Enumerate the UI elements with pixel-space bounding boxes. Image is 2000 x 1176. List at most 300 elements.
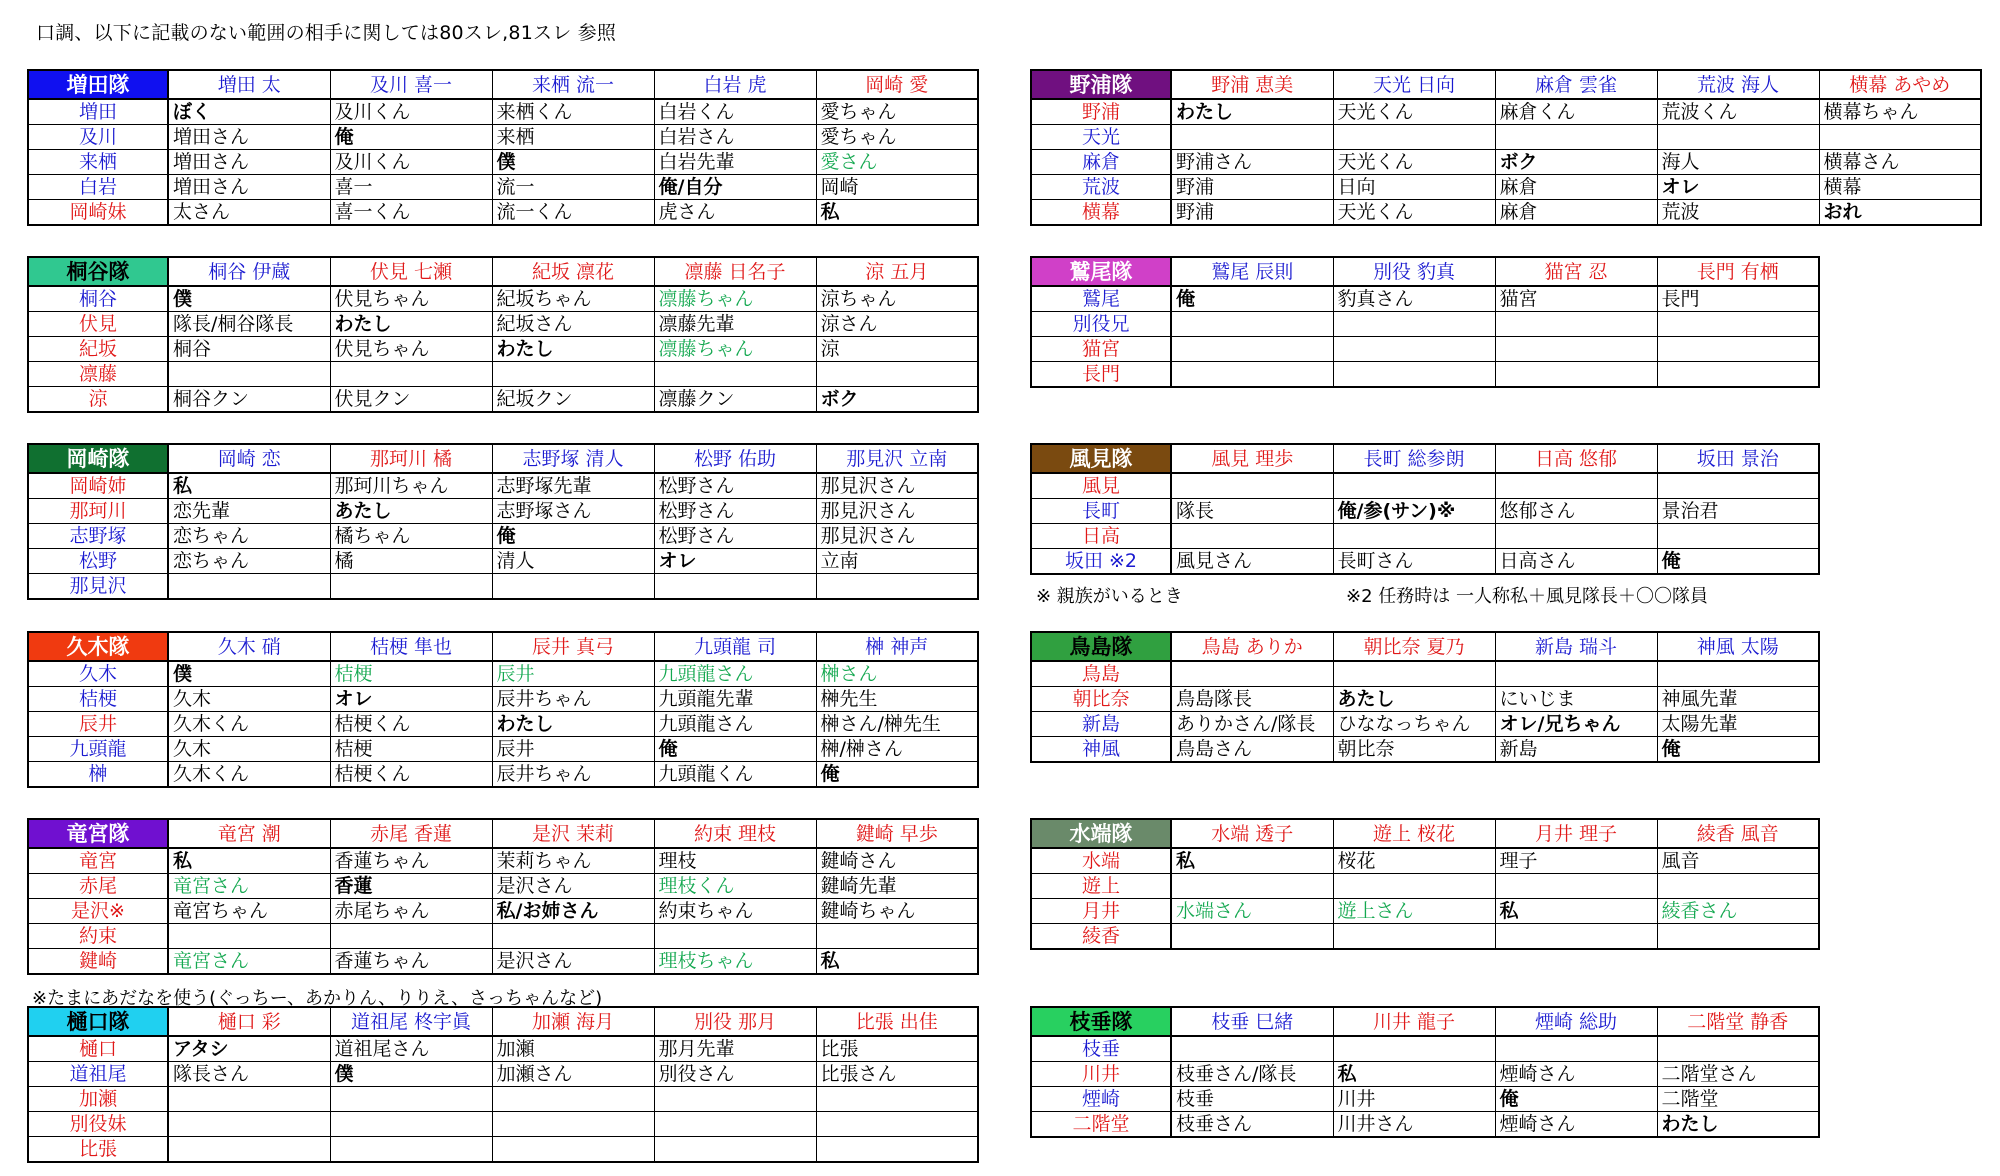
address-term-cell <box>168 574 330 600</box>
address-term-cell: 涼さん <box>816 312 978 337</box>
address-term-cell: 綾香さん <box>1657 899 1819 924</box>
address-term-cell: 増田さん <box>168 150 330 175</box>
address-term-cell: 悠郁さん <box>1495 499 1657 524</box>
address-term-cell: 俺 <box>330 125 492 150</box>
address-term-cell: 日向 <box>1333 175 1495 200</box>
speaker-name: 桔梗 <box>28 687 168 712</box>
team-name: 風見隊 <box>1031 444 1171 473</box>
address-term-cell <box>816 924 978 949</box>
address-term-cell: 僕 <box>492 150 654 175</box>
team-table-noura <box>1030 69 1982 226</box>
address-term-cell: オレ/兄ちゃん <box>1495 712 1657 737</box>
address-term-cell: 横幕ちゃん <box>1819 99 1981 125</box>
speaker-name: 那珂川 <box>28 499 168 524</box>
member-column-header: 是沢 茉莉 <box>492 819 654 848</box>
address-term-cell <box>1657 924 1819 950</box>
address-term-cell: 僕 <box>330 1062 492 1087</box>
member-column-header: 比張 出佳 <box>816 1007 978 1036</box>
member-column-header: 那珂川 橘 <box>330 444 492 473</box>
team-name: 野浦隊 <box>1031 70 1171 99</box>
address-term-cell <box>654 924 816 949</box>
speaker-name: 二階堂 <box>1031 1112 1171 1138</box>
table-row <box>28 549 978 574</box>
member-column-header: 野浦 恵美 <box>1171 70 1333 99</box>
member-column-header: 月井 理子 <box>1495 819 1657 848</box>
speaker-name: 加瀬 <box>28 1087 168 1112</box>
address-term-cell: 新島 <box>1495 737 1657 763</box>
address-term-cell <box>492 574 654 600</box>
team-table-masuda <box>27 69 979 226</box>
member-column-header: 増田 太 <box>168 70 330 99</box>
address-term-cell: 岡崎 <box>816 175 978 200</box>
member-column-header: 久木 硝 <box>168 632 330 661</box>
address-term-cell: 久木 <box>168 737 330 762</box>
table-row <box>28 150 978 175</box>
address-term-cell: オレ <box>1657 175 1819 200</box>
address-term-cell: 茉莉ちゃん <box>492 848 654 874</box>
address-term-cell: 辰井ちゃん <box>492 762 654 788</box>
address-term-cell <box>1171 924 1333 950</box>
address-term-cell: 那珂川ちゃん <box>330 473 492 499</box>
member-column-header: 涼 五月 <box>816 257 978 286</box>
address-term-cell <box>330 1112 492 1137</box>
address-term-cell: 私 <box>1495 899 1657 924</box>
address-term-cell: 野浦 <box>1171 200 1333 226</box>
address-term-cell: 横幕 <box>1819 175 1981 200</box>
address-term-cell <box>1333 524 1495 549</box>
team-header-row <box>1031 70 1981 99</box>
address-term-cell <box>1333 362 1495 388</box>
member-column-header: 九頭龍 司 <box>654 632 816 661</box>
address-term-cell: 竜宮さん <box>168 949 330 975</box>
address-term-cell: 私 <box>168 848 330 874</box>
team-table-okazaki <box>27 443 979 600</box>
speaker-name: 那見沢 <box>28 574 168 600</box>
address-term-cell: 私 <box>816 949 978 975</box>
table-row <box>1031 1036 1819 1062</box>
address-term-cell <box>654 1087 816 1112</box>
table-row <box>28 200 978 226</box>
address-term-cell: 伏見クン <box>330 387 492 413</box>
table-row <box>1031 737 1819 763</box>
address-term-cell: 志野塚さん <box>492 499 654 524</box>
speaker-name: 綾香 <box>1031 924 1171 950</box>
address-term-cell: 恋ちゃん <box>168 524 330 549</box>
member-column-header: 岡崎 愛 <box>816 70 978 99</box>
address-term-cell: 俺/自分 <box>654 175 816 200</box>
tatsumiya-note-nicknames: ※たまにあだなを使う(ぐっちー、あかりん、りりえ、さっちゃんなど) <box>32 988 603 1009</box>
address-term-cell: 竜宮さん <box>168 874 330 899</box>
address-term-cell: 神風先輩 <box>1657 687 1819 712</box>
address-term-cell <box>816 1087 978 1112</box>
address-term-cell <box>816 574 978 600</box>
speaker-name: 別役兄 <box>1031 312 1171 337</box>
table-row <box>1031 473 1819 499</box>
address-term-cell: 増田さん <box>168 175 330 200</box>
table-row <box>28 387 978 413</box>
address-term-cell: 鍵崎ちゃん <box>816 899 978 924</box>
address-term-cell <box>1495 312 1657 337</box>
address-term-cell <box>1333 1036 1495 1062</box>
address-term-cell: 海人 <box>1657 150 1819 175</box>
kazami-note-mission: ※2 任務時は 一人称私＋風見隊長＋〇〇隊員 <box>1346 586 1708 607</box>
speaker-name: 桐谷 <box>28 286 168 312</box>
address-term-cell: 加瀬 <box>492 1036 654 1062</box>
address-term-cell <box>1333 661 1495 687</box>
table-row <box>28 661 978 687</box>
speaker-name: 涼 <box>28 387 168 413</box>
speaker-name: 枝垂 <box>1031 1036 1171 1062</box>
team-table-kazami <box>1030 443 1820 575</box>
address-term-cell: 来栖くん <box>492 99 654 125</box>
address-term-cell: 猫宮 <box>1495 286 1657 312</box>
address-term-cell: 理枝ちゃん <box>654 949 816 975</box>
address-term-cell: 風音 <box>1657 848 1819 874</box>
speaker-name: 月井 <box>1031 899 1171 924</box>
member-column-header: 赤尾 香蓮 <box>330 819 492 848</box>
team-name: 鳥島隊 <box>1031 632 1171 661</box>
member-column-header: 榊 神声 <box>816 632 978 661</box>
address-term-cell <box>330 924 492 949</box>
address-term-cell: 紀坂クン <box>492 387 654 413</box>
address-term-cell: 約束ちゃん <box>654 899 816 924</box>
address-term-cell: 鍵崎先輩 <box>816 874 978 899</box>
table-row <box>28 762 978 788</box>
address-term-cell: わたし <box>330 312 492 337</box>
table-row <box>1031 549 1819 575</box>
address-term-cell: 加瀬さん <box>492 1062 654 1087</box>
address-term-cell: 流一くん <box>492 200 654 226</box>
address-term-cell: おれ <box>1819 200 1981 226</box>
address-term-cell <box>1333 924 1495 950</box>
address-term-cell <box>654 362 816 387</box>
address-term-cell: ボク <box>816 387 978 413</box>
address-term-cell: 別役さん <box>654 1062 816 1087</box>
table-row <box>28 1137 978 1163</box>
member-column-header: 水端 透子 <box>1171 819 1333 848</box>
address-term-cell <box>1171 1036 1333 1062</box>
address-term-cell: 香蓮ちゃん <box>330 848 492 874</box>
member-column-header: 麻倉 雲雀 <box>1495 70 1657 99</box>
address-term-cell: 凛藤クン <box>654 387 816 413</box>
address-term-cell <box>1333 874 1495 899</box>
address-term-cell: 赤尾ちゃん <box>330 899 492 924</box>
address-term-cell <box>1657 473 1819 499</box>
address-term-cell: 私 <box>1171 848 1333 874</box>
address-term-cell: 来栖 <box>492 125 654 150</box>
member-column-header: 白岩 虎 <box>654 70 816 99</box>
speaker-name: 遊上 <box>1031 874 1171 899</box>
page-title: 口調、以下に記載のない範囲の相手に関しては80スレ,81スレ 参照 <box>36 22 617 44</box>
address-term-cell <box>1171 125 1333 150</box>
member-column-header: 枝垂 巳緒 <box>1171 1007 1333 1036</box>
address-term-cell <box>1495 473 1657 499</box>
speaker-name: 坂田 ※2 <box>1031 549 1171 575</box>
address-term-cell: 松野さん <box>654 473 816 499</box>
speaker-name: 鍵崎 <box>28 949 168 975</box>
address-term-cell: オレ <box>654 549 816 574</box>
address-term-cell: 煙崎さん <box>1495 1062 1657 1087</box>
team-table-edatare <box>1030 1006 1820 1138</box>
address-term-cell <box>1495 874 1657 899</box>
address-term-cell: 竜宮ちゃん <box>168 899 330 924</box>
address-term-cell: 松野さん <box>654 524 816 549</box>
speaker-name: 辰井 <box>28 712 168 737</box>
address-term-cell <box>1657 661 1819 687</box>
address-term-cell: 俺 <box>1657 737 1819 763</box>
member-column-header: 鷲尾 辰則 <box>1171 257 1333 286</box>
team-name: 久木隊 <box>28 632 168 661</box>
address-term-cell: 喜一 <box>330 175 492 200</box>
member-column-header: 加瀬 海月 <box>492 1007 654 1036</box>
address-term-cell: 風見さん <box>1171 549 1333 575</box>
address-term-cell: 凛藤先輩 <box>654 312 816 337</box>
address-term-cell: 愛さん <box>816 150 978 175</box>
table-row <box>28 1112 978 1137</box>
address-term-cell <box>1657 1036 1819 1062</box>
team-table-kiriya <box>27 256 979 413</box>
address-term-cell: 枝垂 <box>1171 1087 1333 1112</box>
speaker-name: 天光 <box>1031 125 1171 150</box>
speaker-name: 来栖 <box>28 150 168 175</box>
address-term-cell <box>1171 362 1333 388</box>
member-column-header: 約束 理枝 <box>654 819 816 848</box>
table-row <box>28 1087 978 1112</box>
speaker-name: 伏見 <box>28 312 168 337</box>
address-term-cell: 景治君 <box>1657 499 1819 524</box>
address-term-cell: 榊/榊さん <box>816 737 978 762</box>
address-term-cell: にいじま <box>1495 687 1657 712</box>
address-term-cell: 麻倉くん <box>1495 99 1657 125</box>
team-name: 樋口隊 <box>28 1007 168 1036</box>
address-term-cell: 紀坂さん <box>492 312 654 337</box>
table-row <box>1031 687 1819 712</box>
team-table-washio <box>1030 256 1820 388</box>
member-column-header: 及川 喜一 <box>330 70 492 99</box>
address-term-cell: 是沢さん <box>492 949 654 975</box>
member-column-header: 道祖尾 柊宇眞 <box>330 1007 492 1036</box>
address-term-cell <box>1333 312 1495 337</box>
address-term-cell: 桐谷クン <box>168 387 330 413</box>
address-term-cell <box>1333 337 1495 362</box>
address-term-cell <box>1333 125 1495 150</box>
speaker-name: 麻倉 <box>1031 150 1171 175</box>
address-term-cell: 榊さん <box>816 661 978 687</box>
table-row <box>1031 499 1819 524</box>
address-term-cell <box>492 1112 654 1137</box>
address-term-cell <box>168 924 330 949</box>
speaker-name: 風見 <box>1031 473 1171 499</box>
address-term-cell <box>330 574 492 600</box>
table-row <box>1031 337 1819 362</box>
speaker-name: 道祖尾 <box>28 1062 168 1087</box>
address-term-cell: 私 <box>816 200 978 226</box>
address-term-cell: 凛藤ちゃん <box>654 286 816 312</box>
address-term-cell <box>1495 362 1657 388</box>
address-term-cell: 長町さん <box>1333 549 1495 575</box>
address-term-cell: 那月先輩 <box>654 1036 816 1062</box>
address-term-cell: わたし <box>492 712 654 737</box>
address-term-cell: 川井さん <box>1333 1112 1495 1138</box>
address-term-cell: 涼ちゃん <box>816 286 978 312</box>
address-term-cell: 荒波くん <box>1657 99 1819 125</box>
address-term-cell <box>816 1112 978 1137</box>
team-table-mizuhata <box>1030 818 1820 950</box>
address-term-cell: 野浦さん <box>1171 150 1333 175</box>
address-term-cell: わたし <box>492 337 654 362</box>
team-header-row <box>28 257 978 286</box>
address-term-cell: オレ <box>330 687 492 712</box>
speaker-name: 久木 <box>28 661 168 687</box>
team-table-kuki <box>27 631 979 788</box>
address-term-cell: 日高さん <box>1495 549 1657 575</box>
speaker-name: 煙崎 <box>1031 1087 1171 1112</box>
address-term-cell <box>1657 337 1819 362</box>
address-term-cell: 久木くん <box>168 762 330 788</box>
table-row <box>1031 200 1981 226</box>
member-column-header: 煙崎 総助 <box>1495 1007 1657 1036</box>
address-term-cell: 太陽先輩 <box>1657 712 1819 737</box>
address-term-cell: 清人 <box>492 549 654 574</box>
speaker-name: 九頭龍 <box>28 737 168 762</box>
member-column-header: 日高 悠郁 <box>1495 444 1657 473</box>
team-header-row <box>1031 1007 1819 1036</box>
table-row <box>28 362 978 387</box>
team-header-row <box>28 632 978 661</box>
table-row <box>1031 175 1981 200</box>
team-header-row <box>1031 819 1819 848</box>
table-row <box>1031 286 1819 312</box>
speaker-name: 岡崎姉 <box>28 473 168 499</box>
table-row <box>1031 362 1819 388</box>
address-term-cell: 麻倉 <box>1495 200 1657 226</box>
address-term-cell <box>492 362 654 387</box>
address-term-cell: 松野さん <box>654 499 816 524</box>
member-column-header: 伏見 七瀬 <box>330 257 492 286</box>
address-term-cell: 流一 <box>492 175 654 200</box>
address-term-cell: わたし <box>1657 1112 1819 1138</box>
team-table-tatsumiya <box>27 818 979 975</box>
address-term-cell: 愛ちゃん <box>816 125 978 150</box>
address-term-cell: わたし <box>1171 99 1333 125</box>
address-term-cell: 那見沢さん <box>816 473 978 499</box>
team-header-row <box>28 444 978 473</box>
address-term-cell: 九頭龍さん <box>654 661 816 687</box>
member-column-header: 岡崎 恋 <box>168 444 330 473</box>
address-term-cell: 鳥島隊長 <box>1171 687 1333 712</box>
table-row <box>1031 125 1981 150</box>
address-term-cell: 伏見ちゃん <box>330 337 492 362</box>
member-column-header: 松野 佑助 <box>654 444 816 473</box>
address-term-cell: 桔梗 <box>330 661 492 687</box>
address-term-cell: 遊上さん <box>1333 899 1495 924</box>
team-name: 竜宮隊 <box>28 819 168 848</box>
address-term-cell: 紀坂ちゃん <box>492 286 654 312</box>
address-term-cell <box>330 1137 492 1163</box>
address-term-cell: 九頭龍くん <box>654 762 816 788</box>
address-term-cell: 麻倉 <box>1495 175 1657 200</box>
member-column-header: 坂田 景治 <box>1657 444 1819 473</box>
speaker-name: 鷲尾 <box>1031 286 1171 312</box>
address-term-cell <box>1657 874 1819 899</box>
address-term-cell: 香蓮ちゃん <box>330 949 492 975</box>
member-column-header: 長門 有栖 <box>1657 257 1819 286</box>
address-term-cell <box>1495 661 1657 687</box>
table-row <box>28 874 978 899</box>
member-column-header: 新島 瑞斗 <box>1495 632 1657 661</box>
address-term-cell <box>1171 661 1333 687</box>
member-column-header: 長町 総参朗 <box>1333 444 1495 473</box>
address-term-cell: 香蓮 <box>330 874 492 899</box>
speaker-name: 紀坂 <box>28 337 168 362</box>
address-term-cell <box>1333 473 1495 499</box>
address-term-cell: 桔梗くん <box>330 762 492 788</box>
address-term-cell: 榊先生 <box>816 687 978 712</box>
member-column-header: 竜宮 潮 <box>168 819 330 848</box>
address-term-cell: 俺 <box>1495 1087 1657 1112</box>
address-term-cell: 比張さん <box>816 1062 978 1087</box>
member-column-header: 桐谷 伊蔵 <box>168 257 330 286</box>
table-row <box>1031 661 1819 687</box>
address-term-cell: 隊長 <box>1171 499 1333 524</box>
address-term-cell: 豹真さん <box>1333 286 1495 312</box>
speaker-name: 野浦 <box>1031 99 1171 125</box>
address-term-cell: 僕 <box>168 286 330 312</box>
member-column-header: 川井 龍子 <box>1333 1007 1495 1036</box>
table-row <box>1031 924 1819 950</box>
team-header-row <box>1031 632 1819 661</box>
team-header-row <box>1031 257 1819 286</box>
address-term-cell: 辰井 <box>492 661 654 687</box>
address-term-cell: 愛ちゃん <box>816 99 978 125</box>
member-column-header: 樋口 彩 <box>168 1007 330 1036</box>
address-term-cell <box>492 1137 654 1163</box>
address-term-cell: 桔梗 <box>330 737 492 762</box>
address-term-cell: 理子 <box>1495 848 1657 874</box>
table-row <box>1031 874 1819 899</box>
address-term-cell: 九頭龍先輩 <box>654 687 816 712</box>
address-term-cell: 伏見ちゃん <box>330 286 492 312</box>
address-term-cell: 隊長さん <box>168 1062 330 1087</box>
address-term-cell: ありかさん/隊長 <box>1171 712 1333 737</box>
table-row <box>28 99 978 125</box>
speaker-name: 松野 <box>28 549 168 574</box>
table-row <box>28 949 978 975</box>
speaker-name: 朝比奈 <box>1031 687 1171 712</box>
address-term-cell: 比張 <box>816 1036 978 1062</box>
member-column-header: 来栖 流一 <box>492 70 654 99</box>
address-term-cell: 是沢さん <box>492 874 654 899</box>
address-term-cell <box>330 1087 492 1112</box>
address-term-cell: あたし <box>330 499 492 524</box>
member-column-header: 志野塚 清人 <box>492 444 654 473</box>
address-term-cell: 長門 <box>1657 286 1819 312</box>
member-column-header: 二階堂 静香 <box>1657 1007 1819 1036</box>
address-term-cell: 野浦 <box>1171 175 1333 200</box>
address-term-cell: 恋ちゃん <box>168 549 330 574</box>
address-term-cell: 私/お姉さん <box>492 899 654 924</box>
address-term-cell: 俺 <box>492 524 654 549</box>
table-row <box>28 848 978 874</box>
table-row <box>28 737 978 762</box>
address-term-cell: 桜花 <box>1333 848 1495 874</box>
speaker-name: 日高 <box>1031 524 1171 549</box>
speaker-name: 比張 <box>28 1137 168 1163</box>
team-name: 増田隊 <box>28 70 168 99</box>
member-column-header: 那見沢 立南 <box>816 444 978 473</box>
address-term-cell: 天光くん <box>1333 200 1495 226</box>
speaker-name: 長町 <box>1031 499 1171 524</box>
